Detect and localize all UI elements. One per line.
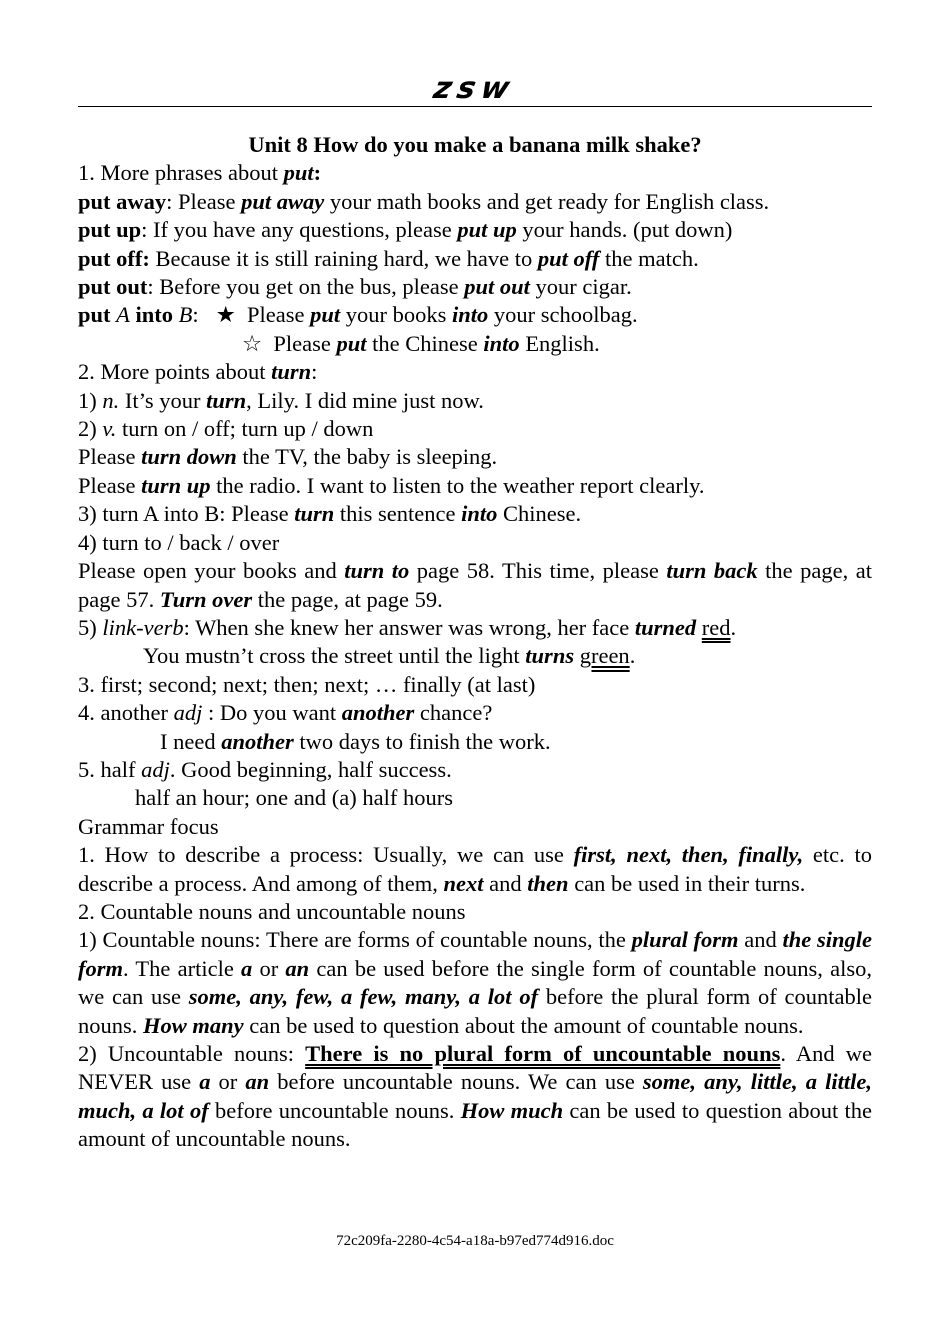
phrase-put-into-example-2: ☆ Please put the Chinese into English. — [242, 330, 600, 356]
grammar-point-2: 2. Countable nouns and uncountable nouns — [78, 898, 466, 924]
turn-point-5: 5) link-verb: When she knew her answer was wrong, her face turned red. — [78, 614, 737, 640]
turn-point-4-example: Please open your books and turn to page 58. This time, please turn back the page, at page 57. Turn over the page, at page 59. — [78, 558, 873, 612]
phrase-put-off: put off: Because it is still raining hard, we have to put off the match. — [78, 245, 699, 271]
turn-point-1: 1) n. It’s your turn, Lily. I did mine just now. — [78, 387, 484, 413]
section-1-heading: 1. More phrases about put: — [78, 160, 322, 186]
phrase-put-out: put out: Before you get on the bus, please put out your cigar. — [78, 274, 632, 300]
phrase-put-up: put up: If you have any questions, please put up your hands. (put down) — [78, 217, 733, 243]
section-2-heading: 2. More points about turn: — [78, 359, 318, 385]
grammar-countable-nouns: 1) Countable nouns: There are forms of countable nouns, the plural form and the single form. The article a or an can be used before the single form of countable nouns, also, we can use some, any, few, a few, many, a lot of before the plural form of countable nouns. How many can be used to question about the amount of countable nouns. — [78, 927, 873, 1038]
turn-point-4: 4) turn to / back / over — [78, 529, 280, 555]
section-5-line: 5. half adj. Good beginning, half success. — [78, 756, 452, 782]
page-header — [78, 72, 872, 107]
turn-point-5-example: You mustn’t cross the street until the light turns green. — [143, 643, 636, 669]
header-logo: zsw — [430, 71, 520, 106]
grammar-point-1: 1. How to describe a process: Usually, we can use first, next, then, finally, etc. to describe a process. And among of them, next and then can be used in their turns. — [78, 842, 872, 896]
turn-point-2-example-b: Please turn up the radio. I want to listen to the weather report clearly. — [78, 472, 705, 498]
turn-point-2: 2) v. turn on / off; turn up / down — [78, 416, 374, 442]
grammar-heading: Grammar focus — [78, 813, 219, 839]
section-4-line: 4. another adj : Do you want another chance? — [78, 700, 493, 726]
section-4-example: I need another two days to finish the work. — [160, 728, 551, 754]
phrase-put-away: put away: Please put away your math books and get ready for English class. — [78, 188, 770, 214]
document-title: Unit 8 How do you make a banana milk shake? — [248, 132, 702, 157]
phrase-put-into: put A into B: ★ Please put your books into your schoolbag. — [78, 302, 638, 328]
section-3-line: 3. first; second; next; then; next; … finally (at last) — [78, 671, 536, 697]
turn-point-3: 3) turn A into B: Please turn this sentence into Chinese. — [78, 501, 582, 527]
document-body — [78, 131, 872, 1154]
section-5-example: half an hour; one and (a) half hours — [135, 785, 454, 811]
white-star-icon: ☆ — [242, 330, 263, 356]
black-star-icon: ★ — [215, 302, 236, 328]
turn-point-2-example-a: Please turn down the TV, the baby is sleeping. — [78, 444, 498, 470]
grammar-uncountable-nouns: 2) Uncountable nouns: There is no plural form of uncountable nouns. And we NEVER use a or an before uncountable nouns. We can use some, any, little, a little, much, a lot of before uncountable nouns. How much can be used to question about the amount of uncountable nouns. — [78, 1041, 873, 1152]
page-footer-filename: 72c209fa-2280-4c54-a18a-b97ed774d916.doc — [336, 1233, 614, 1249]
